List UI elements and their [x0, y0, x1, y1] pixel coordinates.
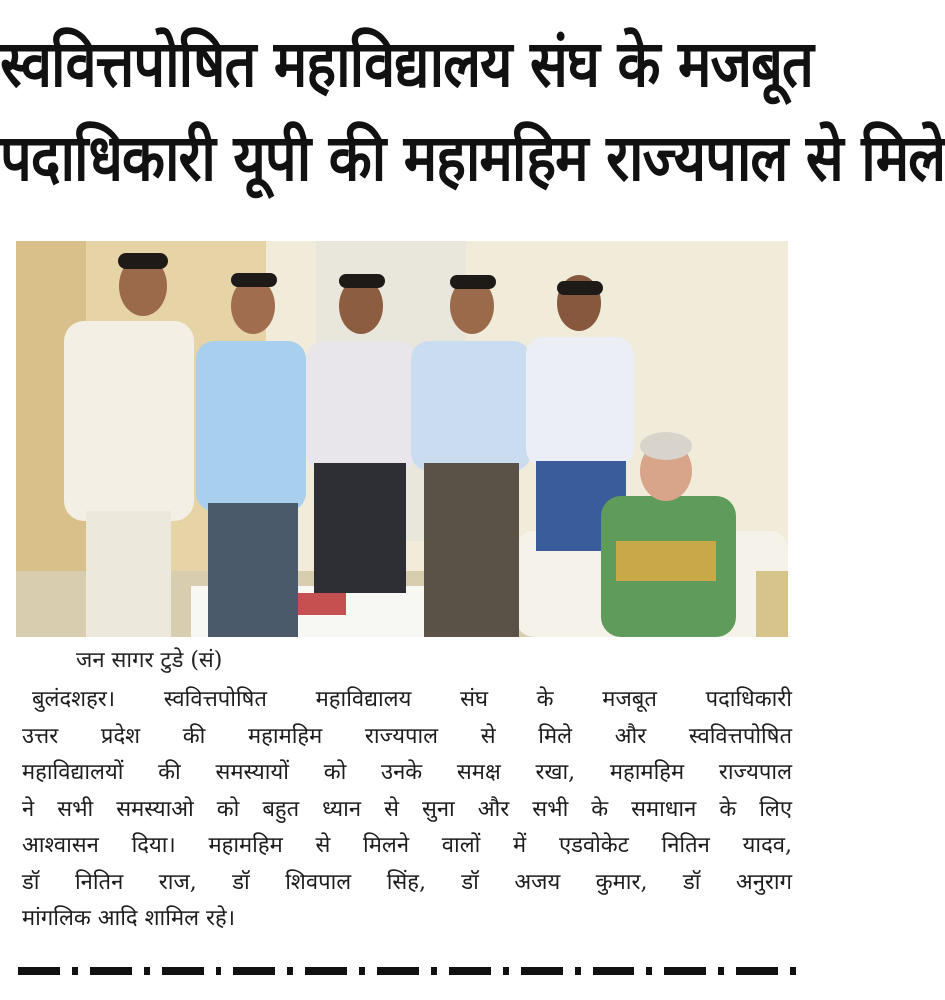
article-body [22, 682, 792, 938]
group-photo [16, 241, 788, 637]
article-line: डॉ नितिन राज, डॉ शिवपाल सिंह, डॉ अजय कुमार, डॉ अनुराग [22, 869, 792, 895]
headline [0, 18, 945, 207]
article-line: मांगलिक आदि शामिल रहे। [22, 906, 236, 931]
article-line: आश्वासन दिया। महामहिम से मिलने वालों में एडवोकेट नितिन यादव, [22, 833, 792, 858]
byline-credit: जन सागर टुडे (सं) [76, 648, 223, 673]
group-photo-image [16, 241, 788, 637]
article-line: बुलंदशहर। स्ववित्तपोषित महाविद्यालय संघ के मजबूत पदाधिकारी [32, 687, 792, 712]
headline-line-2: पदाधिकारी यूपी की महामहिम राज्यपाल से मिले [0, 121, 945, 197]
article-line: ने सभी समस्याओ को बहुत ध्यान से सुना और सभी के समाधान के लिए [22, 796, 792, 822]
separator-rule [18, 966, 808, 976]
article-line: महाविद्यालयों की समस्यायों को उनके समक्ष रखा, महामहिम राज्यपाल [22, 760, 792, 785]
headline-line-1: स्ववित्तपोषित महाविद्यालय संघ के मजबूत [0, 27, 813, 102]
article-line: उत्तर प्रदेश की महामहिम राज्यपाल से मिले और स्ववित्तपोषित [22, 723, 792, 749]
